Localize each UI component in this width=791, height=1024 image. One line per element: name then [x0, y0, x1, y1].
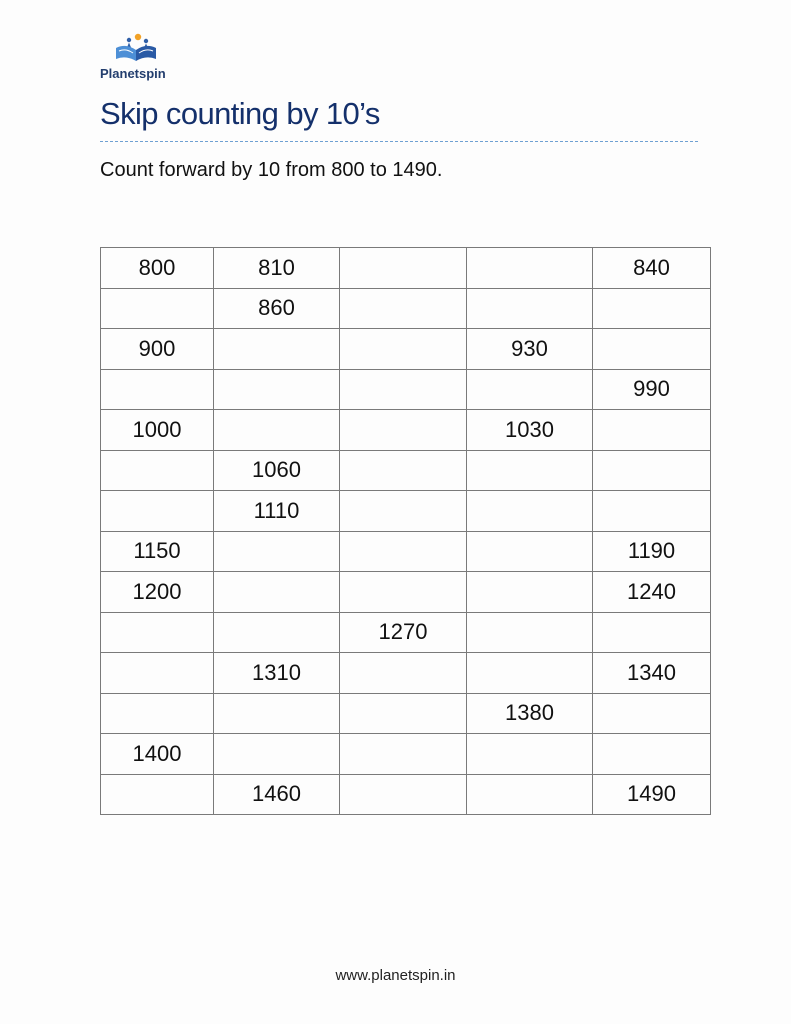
grid-cell: [214, 410, 340, 451]
grid-cell: 1240: [593, 572, 711, 613]
grid-cell: [467, 491, 593, 532]
title-divider: [100, 141, 698, 142]
grid-cell: [467, 774, 593, 815]
grid-row: [101, 531, 711, 572]
grid-cell: 1460: [214, 774, 340, 815]
grid-cell: [340, 248, 467, 289]
grid-cell: [340, 369, 467, 410]
grid-cell: [467, 734, 593, 775]
grid-cell: 1310: [214, 653, 340, 694]
grid-row: [101, 450, 711, 491]
grid-cell: 860: [214, 288, 340, 329]
grid-cell: [340, 329, 467, 370]
grid-cell: 800: [101, 248, 214, 289]
grid-cell: [340, 531, 467, 572]
grid-cell: [340, 410, 467, 451]
grid-row: [101, 491, 711, 532]
grid-cell: 1190: [593, 531, 711, 572]
grid-cell: 810: [214, 248, 340, 289]
grid-cell: 1030: [467, 410, 593, 451]
grid-cell: 1380: [467, 693, 593, 734]
grid-cell: 1200: [101, 572, 214, 613]
grid-cell: [101, 288, 214, 329]
grid-cell: [593, 491, 711, 532]
grid-cell: [101, 491, 214, 532]
grid-cell: [467, 288, 593, 329]
footer-url: www.planetspin.in: [335, 967, 456, 984]
grid-cell: [593, 329, 711, 370]
grid-row: [101, 734, 711, 775]
skip-counting-grid: [100, 247, 711, 815]
grid-cell: [340, 572, 467, 613]
planetspin-logo: [100, 32, 176, 84]
instructions-text: Count forward by 10 from 800 to 1490.: [100, 159, 443, 181]
grid-cell: 1150: [101, 531, 214, 572]
grid-cell: [101, 369, 214, 410]
grid-cell: 1270: [340, 612, 467, 653]
grid-cell: [593, 410, 711, 451]
grid-cell: [593, 450, 711, 491]
grid-cell: 1490: [593, 774, 711, 815]
grid-cell: 990: [593, 369, 711, 410]
grid-cell: [101, 774, 214, 815]
grid-cell: 930: [467, 329, 593, 370]
grid-cell: 840: [593, 248, 711, 289]
logo-text: Planetspin: [100, 66, 166, 81]
page-title: Skip counting by 10’s: [100, 96, 380, 131]
grid-row: [101, 653, 711, 694]
grid-cell: [214, 531, 340, 572]
grid-cell: 1340: [593, 653, 711, 694]
grid-cell: [101, 612, 214, 653]
grid-cell: [101, 693, 214, 734]
grid-cell: 1400: [101, 734, 214, 775]
grid-cell: [467, 653, 593, 694]
grid-cell: [467, 450, 593, 491]
grid-cell: [593, 612, 711, 653]
grid-cell: [214, 572, 340, 613]
grid-cell: [593, 288, 711, 329]
grid-cell: [340, 734, 467, 775]
open-book-logo-icon: [114, 32, 158, 64]
grid-cell: 1110: [214, 491, 340, 532]
grid-cell: [467, 248, 593, 289]
grid-row: [101, 288, 711, 329]
grid-row: [101, 329, 711, 370]
grid-cell: 1060: [214, 450, 340, 491]
grid-cell: [467, 572, 593, 613]
grid-cell: 900: [101, 329, 214, 370]
grid-cell: [340, 288, 467, 329]
grid-cell: [214, 369, 340, 410]
grid-cell: [101, 450, 214, 491]
grid-cell: [214, 693, 340, 734]
grid-row: [101, 693, 711, 734]
grid-row: [101, 774, 711, 815]
grid-row: [101, 369, 711, 410]
grid-cell: [214, 612, 340, 653]
grid-cell: [467, 369, 593, 410]
grid-cell: [340, 491, 467, 532]
grid-cell: [593, 734, 711, 775]
grid-cell: [340, 774, 467, 815]
grid-row: [101, 612, 711, 653]
grid-cell: [340, 693, 467, 734]
grid-cell: [340, 450, 467, 491]
grid-row: [101, 248, 711, 289]
grid-cell: 1000: [101, 410, 214, 451]
grid-cell: [467, 531, 593, 572]
grid-cell: [214, 329, 340, 370]
grid-row: [101, 572, 711, 613]
grid-cell: [593, 693, 711, 734]
grid-cell: [214, 734, 340, 775]
grid-cell: [101, 653, 214, 694]
grid-cell: [340, 653, 467, 694]
grid-row: [101, 410, 711, 451]
grid-cell: [467, 612, 593, 653]
